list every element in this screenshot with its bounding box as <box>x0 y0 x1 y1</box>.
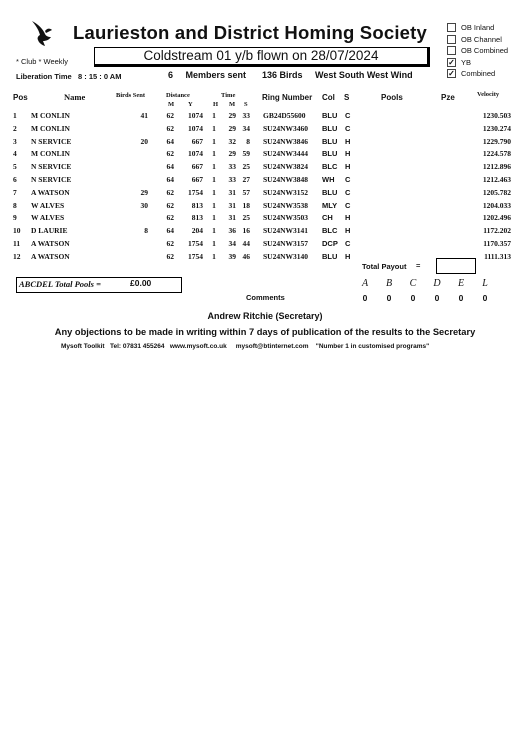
members-count: 6 <box>168 70 174 80</box>
row-2-ring: SU24NW3460 <box>263 123 309 133</box>
row-9-col: CH <box>322 213 333 223</box>
row-3-vel: 1229.790 <box>482 136 511 146</box>
row-5-s: 25 <box>242 162 250 172</box>
row-10-dm: 64 <box>166 226 174 236</box>
row-5-name: N SERVICE <box>31 162 72 172</box>
row-11-dy: 1754 <box>188 239 203 248</box>
row-2-col: BLU <box>322 123 338 133</box>
row-8-s: 18 <box>242 200 250 210</box>
row-8-ring: SU24NW3538 <box>263 200 309 210</box>
row-4-dm: 62 <box>166 149 174 159</box>
pool-value-d: 0 <box>434 293 440 303</box>
row-6-name: N SERVICE <box>31 175 72 184</box>
row-12-dm: 62 <box>166 251 174 261</box>
total-pools-label: ABCDEL Total Pools = <box>19 279 101 289</box>
row-7-col: BLU <box>322 187 338 197</box>
row-12-ring: SU24NW3140 <box>263 251 309 261</box>
row-4-h: 1 <box>212 149 216 159</box>
row-10-s: 16 <box>242 226 250 236</box>
row-7-ring: SU24NW3152 <box>263 187 309 197</box>
row-1-name: M CONLIN <box>31 111 70 120</box>
row-2-m: 29 <box>228 123 236 133</box>
row-2-dm: 62 <box>166 123 174 133</box>
row-6-vel: 1212.463 <box>482 175 511 184</box>
row-7-h: 1 <box>212 187 216 197</box>
option-ob-channel <box>447 34 508 46</box>
option-combined <box>447 68 508 80</box>
row-11-sex: C <box>345 239 351 248</box>
comments-label: Comments <box>246 293 285 302</box>
pool-value-a: 0 <box>362 293 368 303</box>
row-10-col: BLC <box>322 226 338 236</box>
liberation-time <box>16 72 121 81</box>
row-7-name: A WATSON <box>31 187 70 197</box>
row-5-vel: 1212.896 <box>482 162 511 172</box>
row-2-dy: 1074 <box>188 123 203 133</box>
row-3-h: 1 <box>212 136 216 146</box>
col-header-time-s: S <box>244 101 248 108</box>
row-1-h: 1 <box>212 111 216 120</box>
row-1-ring: GB24D55600 <box>263 111 306 120</box>
members-sent <box>168 70 246 80</box>
col-header-time-m: M <box>229 101 236 108</box>
option-ob-combined <box>447 45 508 57</box>
wind-direction: West South West Wind <box>315 70 413 80</box>
row-10-ring: SU24NW3141 <box>263 226 309 236</box>
software-email: mysoft@btinternet.com <box>235 343 309 350</box>
row-12-s: 46 <box>242 251 250 261</box>
club-type: * Club * Weekly <box>16 57 68 66</box>
row-12-pos: 12 <box>13 251 21 261</box>
row-8-sent: 30 <box>140 200 148 210</box>
row-6-col: WH <box>322 175 335 184</box>
row-8-sex: C <box>345 200 351 210</box>
row-6-h: 1 <box>212 175 216 184</box>
birds-sent-total: 136 Birds <box>262 70 303 80</box>
row-2-vel: 1230.274 <box>482 123 511 133</box>
col-header-col: Col <box>322 93 335 102</box>
row-6-dm: 64 <box>166 175 174 184</box>
row-3-sent: 20 <box>140 136 148 146</box>
row-5-ring: SU24NW3824 <box>263 162 309 172</box>
row-8-h: 1 <box>212 200 216 210</box>
row-2-h: 1 <box>212 123 216 133</box>
pool-letter-b: B <box>385 278 393 289</box>
row-1-col: BLU <box>322 111 338 120</box>
row-8-col: MLY <box>322 200 338 210</box>
pigeon-logo-icon <box>29 19 53 49</box>
row-7-sex: C <box>345 187 351 197</box>
col-header-velocity: Velocity <box>477 91 500 98</box>
row-4-sex: H <box>345 149 351 159</box>
row-9-h: 1 <box>212 213 216 223</box>
row-7-m: 31 <box>228 187 236 197</box>
pool-letter-c: C <box>409 278 417 289</box>
row-6-sex: C <box>345 175 351 184</box>
software-tel: Tel: 07831 455264 <box>110 343 165 350</box>
row-5-m: 33 <box>228 162 236 172</box>
software-web: www.mysoft.co.uk <box>169 343 227 350</box>
software-slogan: "Number 1 in customised programs" <box>315 343 430 350</box>
checkbox-icon <box>447 23 456 32</box>
row-8-pos: 8 <box>13 200 17 210</box>
option-yb <box>447 57 508 69</box>
total-payout-label: Total Payout <box>362 262 407 271</box>
col-header-dist-y: Y <box>188 101 193 108</box>
pool-value-b: 0 <box>386 293 392 303</box>
row-12-dy: 1754 <box>188 251 203 261</box>
row-9-vel: 1202.496 <box>482 213 511 223</box>
row-4-m: 29 <box>228 149 236 159</box>
option-label: OB Channel <box>461 34 502 44</box>
row-9-dy: 813 <box>191 213 203 223</box>
col-header-time-h: H <box>213 101 219 108</box>
row-1-dy: 1074 <box>188 111 203 120</box>
society-title: Laurieston and District Homing Society <box>72 22 427 43</box>
col-header-ring: Ring Number <box>262 93 313 102</box>
row-4-vel: 1224.578 <box>482 149 511 159</box>
row-5-pos: 5 <box>13 162 17 172</box>
row-10-pos: 10 <box>13 226 21 236</box>
row-11-h: 1 <box>212 239 216 248</box>
row-10-h: 1 <box>212 226 216 236</box>
col-header-pos: Pos <box>13 93 28 102</box>
row-6-s: 27 <box>242 175 250 184</box>
row-10-sent: 8 <box>144 226 148 236</box>
row-9-sex: H <box>345 213 351 223</box>
row-3-dy: 667 <box>191 136 203 146</box>
row-5-dm: 64 <box>166 162 174 172</box>
row-2-sex: C <box>345 123 351 133</box>
checkbox-icon <box>447 46 456 55</box>
row-7-pos: 7 <box>13 187 17 197</box>
total-payout-value <box>436 258 476 274</box>
col-header-pze: Pze <box>441 93 455 102</box>
pool-letter-e: E <box>457 278 465 289</box>
option-label: OB Inland <box>461 23 495 33</box>
row-8-vel: 1204.033 <box>482 200 511 210</box>
row-9-ring: SU24NW3503 <box>263 213 309 223</box>
col-header-time: Time <box>221 92 236 99</box>
row-3-pos: 3 <box>13 136 17 146</box>
objections-notice: Any objections to be made in writing within 7 days of publication of the results to the Secretary <box>54 327 476 337</box>
row-1-sent: 41 <box>140 111 148 120</box>
row-12-h: 1 <box>212 251 216 261</box>
row-11-pos: 11 <box>13 239 21 248</box>
row-4-dy: 1074 <box>188 149 203 159</box>
col-header-birds-sent: Birds Sent <box>116 92 146 99</box>
row-6-dy: 667 <box>191 175 203 184</box>
option-label: YB <box>461 57 472 67</box>
row-3-ring: SU24NW3846 <box>263 136 309 146</box>
software-name: Mysoft Toolkit <box>61 343 105 350</box>
col-header-distance: Distance <box>166 92 190 99</box>
col-header-sex: S <box>344 93 350 102</box>
row-11-dm: 62 <box>166 239 174 248</box>
race-options <box>447 22 508 80</box>
col-header-dist-m: M <box>168 101 175 108</box>
row-2-pos: 2 <box>13 123 17 133</box>
option-label: Combined <box>461 69 496 79</box>
row-10-dy: 204 <box>191 226 203 236</box>
row-1-sex: C <box>345 111 351 120</box>
row-10-m: 36 <box>228 226 236 236</box>
col-header-name: Name <box>64 92 86 102</box>
liberation-value: 8 : 15 : 0 AM <box>77 72 122 81</box>
row-5-h: 1 <box>212 162 216 172</box>
software-credit <box>61 343 429 350</box>
row-10-name: D LAURIE <box>31 226 68 236</box>
secretary-name: Andrew Ritchie (Secretary) <box>207 311 323 321</box>
row-8-m: 31 <box>228 200 236 210</box>
pool-value-e: 0 <box>458 293 464 303</box>
row-12-name: A WATSON <box>31 251 70 261</box>
row-3-sex: H <box>345 136 351 146</box>
row-11-vel: 1170.357 <box>483 239 511 248</box>
row-12-sex: H <box>345 251 351 261</box>
liberation-label: Liberation Time <box>16 72 72 81</box>
row-5-col: BLC <box>322 162 338 172</box>
row-7-dy: 1754 <box>188 187 203 197</box>
row-9-s: 25 <box>242 213 250 223</box>
row-3-name: N SERVICE <box>31 136 72 146</box>
option-label: OB Combined <box>461 46 509 56</box>
row-7-dm: 62 <box>166 187 174 197</box>
row-7-sent: 29 <box>140 187 148 197</box>
row-3-m: 32 <box>228 136 236 146</box>
row-7-s: 57 <box>242 187 250 197</box>
row-2-s: 34 <box>242 123 250 133</box>
row-8-dy: 813 <box>191 200 203 210</box>
row-4-name: M CONLIN <box>31 149 70 159</box>
pool-value-c: 0 <box>410 293 416 303</box>
row-10-vel: 1172.202 <box>483 226 511 236</box>
col-header-pools: Pools <box>381 93 403 102</box>
row-6-pos: 6 <box>13 175 17 184</box>
row-1-m: 29 <box>228 111 236 120</box>
pool-value-l: 0 <box>482 293 488 303</box>
checked-checkbox-icon: ✓ <box>448 57 455 67</box>
pool-letter-a: A <box>361 278 369 289</box>
row-1-vel: 1230.503 <box>482 111 511 120</box>
row-1-s: 33 <box>242 111 250 120</box>
row-12-vel: 1111.313 <box>484 251 511 261</box>
total-payout-equals: = <box>416 261 421 270</box>
row-7-vel: 1205.782 <box>482 187 511 197</box>
row-9-m: 31 <box>228 213 236 223</box>
row-12-col: BLU <box>322 251 338 261</box>
row-9-dm: 62 <box>166 213 174 223</box>
option-ob-inland <box>447 22 508 34</box>
row-8-name: W ALVES <box>31 200 65 210</box>
row-4-pos: 4 <box>13 149 17 159</box>
row-11-ring: SU24NW3157 <box>263 239 309 248</box>
row-3-col: BLU <box>322 136 338 146</box>
row-4-s: 59 <box>242 149 250 159</box>
pool-letter-l: L <box>482 278 488 289</box>
row-6-m: 33 <box>228 175 236 184</box>
row-5-dy: 667 <box>191 162 203 172</box>
row-11-name: A WATSON <box>31 239 70 248</box>
row-12-m: 39 <box>228 251 236 261</box>
row-3-dm: 64 <box>166 136 174 146</box>
row-11-s: 44 <box>242 239 250 248</box>
row-11-m: 34 <box>228 239 236 248</box>
row-2-name: M CONLIN <box>31 123 70 133</box>
row-5-sex: H <box>345 162 351 172</box>
checkbox-icon <box>447 35 456 44</box>
race-title: Coldstream 01 y/b flown on 28/07/2024 <box>94 47 430 67</box>
row-9-pos: 9 <box>13 213 17 223</box>
row-4-ring: SU24NW3444 <box>263 149 309 159</box>
row-9-name: W ALVES <box>31 213 65 223</box>
row-4-col: BLU <box>322 149 338 159</box>
row-3-s: 8 <box>246 136 250 146</box>
row-6-ring: SU24NW3848 <box>263 175 309 184</box>
row-8-dm: 62 <box>166 200 174 210</box>
row-1-pos: 1 <box>13 111 17 120</box>
total-pools-value: £0.00 <box>130 278 152 288</box>
row-11-col: DCP <box>322 239 338 248</box>
pool-letter-d: D <box>433 278 441 289</box>
checked-checkbox-icon: ✓ <box>448 69 455 79</box>
members-label: Members sent <box>185 70 247 80</box>
row-1-dm: 62 <box>166 111 174 120</box>
row-10-sex: H <box>345 226 351 236</box>
